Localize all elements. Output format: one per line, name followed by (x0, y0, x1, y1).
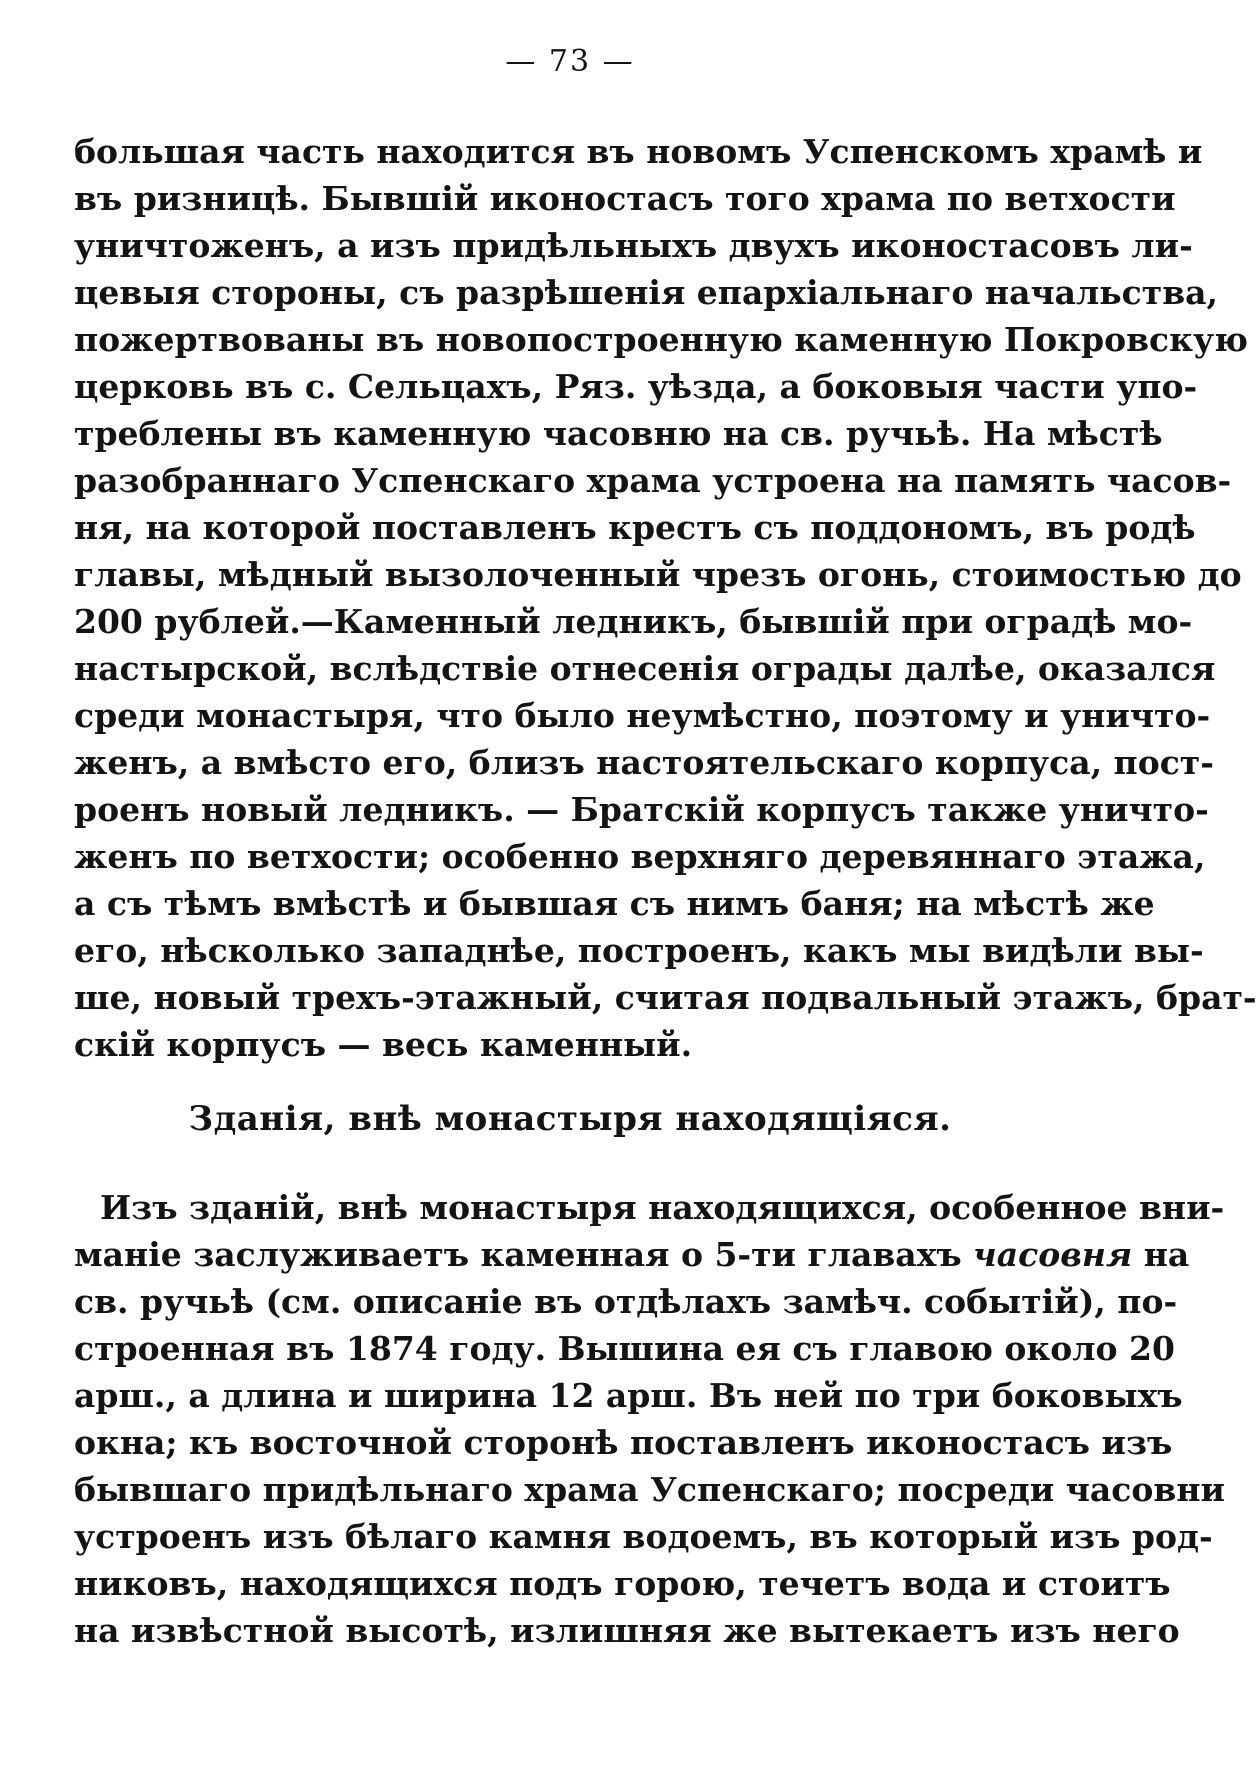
text-line: Изъ зданій, внѣ монастыря находящихся, особенное вни- (100, 1188, 1225, 1227)
text-line: бывшаго придѣльнаго храма Успенскаго; посреди часовни (74, 1470, 1225, 1509)
text-line: скій корпусъ — весь каменный. (74, 1025, 693, 1064)
text-line: окна; къ восточной сторонѣ поставленъ иконостасъ изъ (74, 1423, 1173, 1462)
text-run: маніе заслуживаетъ каменная о 5-ти главахъ (74, 1235, 974, 1274)
text-line: главы, мѣдный вызолоченный чрезъ огонь, стоимостью до (74, 555, 1242, 594)
paragraph-buildings-outside (74, 1184, 1225, 1654)
text-line: женъ, а вмѣсто его, близъ настоятельскаго корпуса, пост- (74, 743, 1214, 782)
text-line: уничтоженъ, а изъ придѣльныхъ двухъ иконостасовъ ли- (74, 226, 1193, 265)
text-line: строенная въ 1874 году. Вышина ея съ главою около 20 (74, 1329, 1175, 1368)
text-line: арш., а длина и ширина 12 арш. Въ ней по три боковыхъ (74, 1376, 1183, 1415)
text-line: большая часть находится въ новомъ Успенскомъ храмѣ и (74, 132, 1203, 171)
text-line: св. ручьѣ (см. описаніе въ отдѣлахъ замѣч. событій), по- (74, 1282, 1178, 1321)
text-line: церковь въ с. Сельцахъ, Ряз. уѣзда, а боковыя части упо- (74, 367, 1198, 406)
text-line: пожертвованы въ новопостроенную каменную Покровскую (74, 320, 1248, 359)
text-line: на извѣстной высотѣ, излишняя же вытекаетъ изъ него (74, 1611, 1180, 1650)
text-line: его, нѣсколько западнѣе, построенъ, какъ мы видѣли вы- (74, 931, 1204, 970)
text-line: ня, на которой поставленъ крестъ съ поддономъ, въ родѣ (74, 508, 1196, 547)
text-line: устроенъ изъ бѣлаго камня водоемъ, въ который изъ род- (74, 1517, 1213, 1556)
text-line: женъ по ветхости; особенно верхняго деревяннаго этажа, (74, 837, 1206, 876)
text-line: разобраннаго Успенскаго храма устроена на память часов- (74, 461, 1232, 500)
section-heading: Зданія, внѣ монастыря находящіяся. (188, 1099, 952, 1139)
text-line: среди монастыря, что было неумѣстно, поэтому и уничто- (74, 696, 1211, 735)
text-line: треблены въ каменную часовню на св. ручьѣ. На мѣстѣ (74, 414, 1163, 453)
text-line: настырской, вслѣдствіе отнесенія ограды далѣе, оказался (74, 649, 1216, 688)
text-line: 200 рублей.—Каменный ледникъ, бывшій при оградѣ мо- (74, 602, 1193, 641)
text-run: на (1132, 1235, 1190, 1274)
text-line: въ ризницѣ. Бывшій иконостасъ того храма по ветхости (74, 179, 1176, 218)
page-number: — 73 — (505, 44, 635, 79)
text-line: цевыя стороны, съ разрѣшенія епархіальнаго начальства, (74, 273, 1219, 312)
text-line: ше, новый трехъ-этажный, считая подвальный этажъ, брат- (74, 978, 1257, 1017)
emphasized-term: часовня (973, 1235, 1133, 1274)
paragraph-buildings-inside (74, 128, 1257, 1068)
text-line (74, 1231, 1190, 1278)
text-line: а съ тѣмъ вмѣстѣ и бывшая съ нимъ баня; на мѣстѣ же (74, 884, 1155, 923)
text-line: роенъ новый ледникъ. — Братскій корпусъ также уничто- (74, 790, 1209, 829)
text-line: никовъ, находящихся подъ горою, течетъ вода и стоитъ (74, 1564, 1171, 1603)
